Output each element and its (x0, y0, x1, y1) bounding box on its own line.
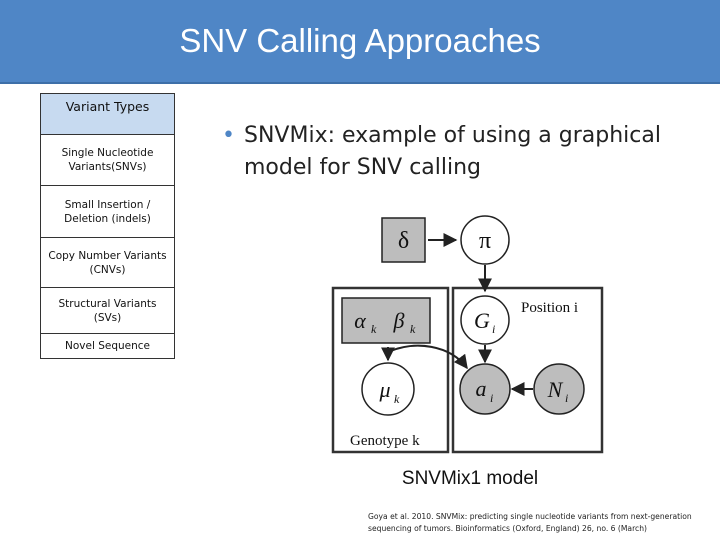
variant-type-indel: Small Insertion / Deletion (indels) (41, 186, 174, 238)
bullet-point (222, 120, 702, 184)
g-subscript: i (492, 322, 496, 336)
diagram-caption: SNVMix1 model (401, 468, 539, 489)
genotype-plate-label: Genotype k (350, 433, 420, 449)
g-symbol: G (474, 308, 490, 333)
bullet-dot-icon: • (222, 123, 235, 148)
snvmix-graphical-model (315, 200, 615, 500)
variant-type-snv: Single Nucleotide Variants(SNVs) (41, 135, 174, 186)
variant-type-cnv: Copy Number Variants (CNVs) (41, 238, 174, 288)
beta-symbol: β (393, 308, 405, 333)
variant-types-header: Variant Types (41, 94, 174, 135)
n-subscript: i (565, 391, 569, 405)
a-subscript: i (490, 391, 494, 405)
slide-title: SNV Calling Approaches (179, 22, 541, 59)
citation: Goya et al. 2010. SNVMix: predicting single nucleotide variants from next-generation sequencing of tumors. Bioinformatics (Oxford, England) 26, no. 6 (March) (368, 512, 692, 533)
delta-symbol: δ (397, 228, 410, 254)
variant-type-sv: Structural Variants (SVs) (41, 288, 174, 334)
beta-subscript: k (410, 322, 416, 336)
n-symbol: N (547, 377, 563, 402)
mu-symbol: μ (379, 377, 391, 402)
alpha-subscript: k (371, 322, 377, 336)
mu-subscript: k (394, 392, 400, 406)
arrow-mu-a (388, 346, 467, 368)
title-bar (0, 0, 720, 84)
variant-types-panel (40, 93, 175, 359)
variant-type-novel: Novel Sequence (65, 340, 150, 352)
alpha-symbol: α (354, 308, 366, 333)
pi-symbol: π (478, 228, 492, 254)
position-plate-label: Position i (521, 300, 579, 316)
bullet-text: SNVMix: example of using a graphical model for SNV calling (244, 123, 661, 180)
a-symbol: a (475, 376, 487, 401)
